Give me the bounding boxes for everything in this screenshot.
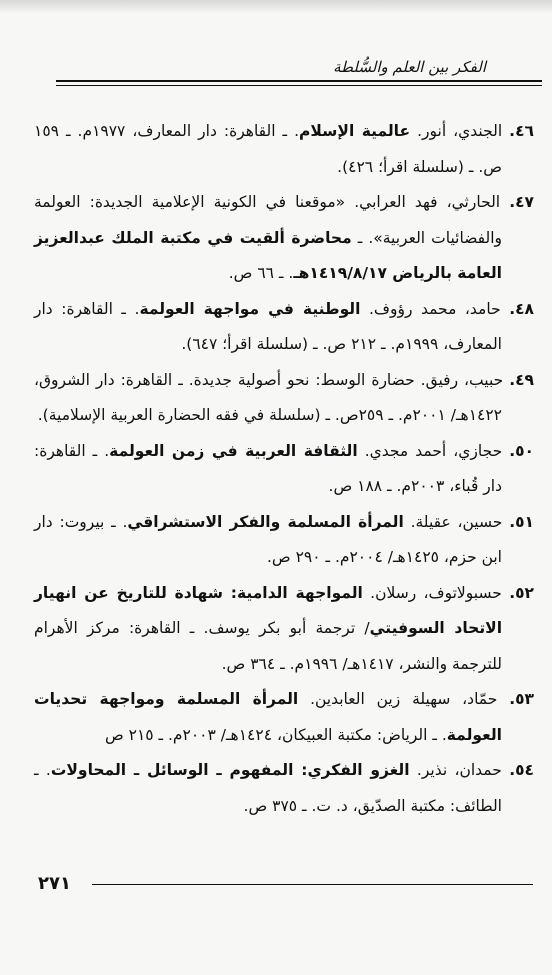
entry-author: حسين، عقيلة. xyxy=(403,512,510,531)
entry-title: الغزو الفكري: المفهوم ـ الوسائل ـ المحاولات xyxy=(50,761,410,779)
bibliography-entry xyxy=(34,576,534,683)
entry-publication: . ـ الرياض: مكتبة العبيكان، ١٤٢٤هـ/ ٢٠٠٣م. ـ ٢١٥ ص xyxy=(104,725,447,744)
header-rule xyxy=(56,80,542,82)
entry-publication: . ـ القاهرة: دار المعارف، ١٩٧٧م. ـ ١٥٩ ص. ـ (سلسلة اقرأ؛ ٤٢٦). xyxy=(34,122,502,176)
bibliography-entry xyxy=(34,363,534,434)
entry-title: المرأة المسلمة ومواجهة تحديات العولمة xyxy=(34,690,502,744)
entry-number: ٤٦. xyxy=(509,122,534,140)
entry-number: ٥٢. xyxy=(509,583,534,602)
entry-publication: . ـ القاهرة: دار المعارف، ١٩٩٩م. ـ ٢١٢ ص. ـ (سلسلة اقرأ؛ ٦٤٧). xyxy=(34,299,502,353)
entry-title: الوطنية في مواجهة العولمة xyxy=(139,299,361,318)
entry-author: حجازي، أحمد مجدي. xyxy=(357,441,510,460)
header-rule-thin xyxy=(56,85,542,86)
bibliography-entry xyxy=(34,292,534,363)
entry-publication: . ـ القاهرة: دار قُباء، ٢٠٠٣م. ـ ١٨٨ ص. xyxy=(34,441,502,495)
bibliography-entry xyxy=(34,505,534,576)
entry-title: المواجهة الدامية: شهادة للتاريخ عن انهيار الاتحاد السوفيتي xyxy=(34,583,503,637)
bibliography-entry xyxy=(34,753,534,824)
entry-title: عالمية الإسلام xyxy=(299,122,411,140)
entry-number: ٥٣. xyxy=(509,690,534,708)
bibliography-list xyxy=(34,114,534,824)
entry-number: ٤٨. xyxy=(509,299,534,318)
bibliography-entry xyxy=(34,185,534,292)
entry-author: حامد، محمد رؤوف. xyxy=(360,299,510,318)
running-header: الفكر بين العلم والسُّلطة xyxy=(333,58,486,76)
entry-number: ٤٧. xyxy=(509,193,534,211)
entry-number: ٤٩. xyxy=(509,370,534,389)
bibliography-entry xyxy=(34,682,534,753)
bibliography-entry xyxy=(34,434,534,505)
entry-author: حسبولاتوف، رسلان. xyxy=(362,583,510,602)
bibliography-entry xyxy=(34,114,534,185)
entry-title: المرأة المسلمة والفكر الاستشراقي xyxy=(127,512,404,531)
entry-number: ٥٠. xyxy=(509,441,534,460)
entry-publication: . ـ بيروت: دار ابن حزم، ١٤٢٥هـ/ ٢٠٠٤م. ـ ٢٩٠ ص. xyxy=(34,512,502,566)
entry-title: محاضرة ألقيت في مكتبة الملك عبدالعزيز العامة بالرياض ١٤١٩/٨/١٧هـ xyxy=(34,228,502,282)
entry-number: ٥٤. xyxy=(509,761,534,779)
entry-author: حبيب، رفيق. حضارة الوسط: نحو أصولية جديدة. ـ القاهرة: دار الشروق، ١٤٢٢هـ/ ٢٠٠١م. ـ ٢٥٩ص. ـ (سلسلة في فقه الحضارة العربية الإسلامية). xyxy=(34,370,510,424)
entry-publication: . ـ الطائف: مكتبة الصدّيق، د. ت. ـ ٣٧٥ ص. xyxy=(34,761,502,815)
entry-number: ٥١. xyxy=(509,512,534,531)
page-number: ٢٧١ xyxy=(38,873,71,894)
page-edge-shadow xyxy=(0,0,552,14)
entry-title: الثقافة العربية في زمن العولمة xyxy=(109,441,358,460)
entry-author: الحارثي، فهد العرابي. «موقعنا في الكونية الإعلامية الجديدة: العولمة والفضائيات العربية». ـ xyxy=(34,193,510,247)
footer-rule xyxy=(92,884,533,885)
entry-author: حمدان، نذير. xyxy=(409,761,510,779)
entry-author: الجندي، أنور. xyxy=(410,122,510,140)
entry-publication: / ترجمة أبو بكر يوسف. ـ القاهرة: مركز الأهرام للترجمة والنشر، ١٤١٧هـ/ ١٩٩٦م. ـ ٣٦٤ ص. xyxy=(34,619,502,673)
entry-publication: . ـ ٦٦ ص. xyxy=(228,264,294,282)
entry-author: حمّاد، سهيلة زين العابدين. xyxy=(298,690,510,708)
